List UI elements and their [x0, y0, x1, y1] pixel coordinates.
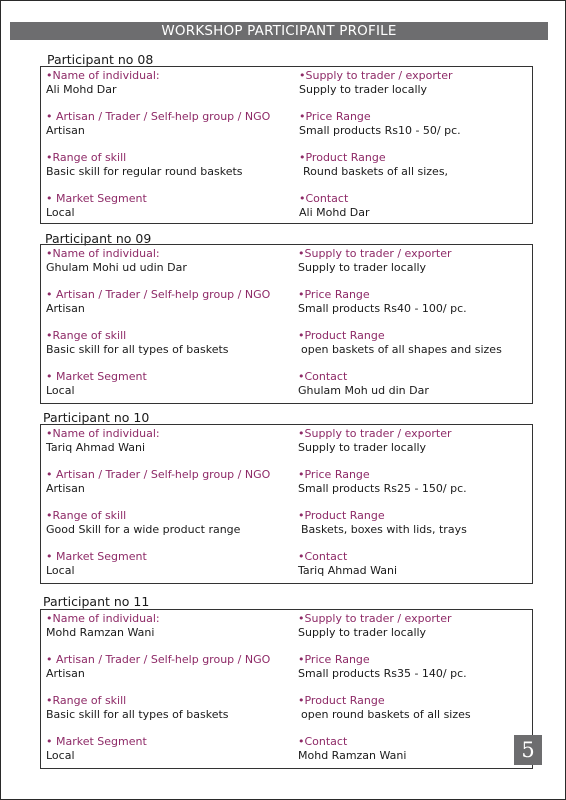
field-label: • Market Segment: [46, 370, 147, 383]
participant-card: [40, 66, 533, 224]
field-label: • Artisan / Trader / Self-help group / NGO: [46, 288, 271, 301]
field-label: •Name of individual:: [46, 69, 160, 82]
field-label: •Contact: [298, 550, 348, 563]
field-value: Ghulam Mohi ud udin Dar: [46, 261, 187, 274]
field-label: •Name of individual:: [46, 612, 160, 625]
field-label: • Artisan / Trader / Self-help group / NGO: [46, 653, 271, 666]
field-value: Supply to trader locally: [299, 83, 428, 96]
field-value: open round baskets of all sizes: [301, 708, 471, 721]
field-label: •Range of skill: [46, 329, 127, 342]
field-value: Mohd Ramzan Wani: [298, 749, 407, 762]
field-value: Good Skill for a wide product range: [46, 523, 241, 536]
field-value: Baskets, boxes with lids, trays: [301, 523, 467, 536]
field-label: •Contact: [298, 370, 348, 383]
field-label: •Name of individual:: [46, 427, 160, 440]
page-header: WORKSHOP PARTICIPANT PROFILE: [10, 22, 548, 40]
field-value: Ghulam Moh ud din Dar: [298, 384, 429, 397]
participant-card: [40, 609, 533, 769]
field-label: •Product Range: [298, 694, 385, 707]
field-value: Ali Mohd Dar: [46, 83, 117, 96]
field-label: • Artisan / Trader / Self-help group / NGO: [46, 468, 271, 481]
field-label: •Price Range: [298, 288, 370, 301]
field-value: Supply to trader locally: [298, 441, 427, 454]
field-label: • Market Segment: [46, 735, 147, 748]
field-label: •Supply to trader / exporter: [298, 427, 452, 440]
field-value: Round baskets of all sizes,: [303, 165, 449, 178]
field-label: •Range of skill: [46, 694, 127, 707]
field-value: Small products Rs40 - 100/ pc.: [298, 302, 467, 315]
participant-title: Participant no 08: [47, 52, 154, 67]
field-value: Artisan: [46, 302, 85, 315]
field-label: •Contact: [299, 192, 349, 205]
field-value: Local: [46, 206, 75, 219]
field-label: •Product Range: [298, 509, 385, 522]
field-label: •Product Range: [299, 151, 386, 164]
field-value: Tariq Ahmad Wani: [46, 441, 146, 454]
field-label: •Name of individual:: [46, 247, 160, 260]
participant-title: Participant no 09: [45, 231, 152, 246]
field-value: Small products Rs35 - 140/ pc.: [298, 667, 467, 680]
field-label: •Supply to trader / exporter: [298, 612, 452, 625]
field-value: Local: [46, 384, 75, 397]
field-value: Ali Mohd Dar: [299, 206, 370, 219]
field-label: •Price Range: [298, 653, 370, 666]
field-value: Mohd Ramzan Wani: [46, 626, 155, 639]
field-value: Artisan: [46, 667, 85, 680]
field-label: • Artisan / Trader / Self-help group / NGO: [46, 110, 271, 123]
page-number: 5: [514, 735, 542, 765]
participant-title: Participant no 10: [43, 410, 150, 425]
field-value: Supply to trader locally: [298, 626, 427, 639]
field-value: Supply to trader locally: [298, 261, 427, 274]
participant-card: [40, 244, 533, 404]
field-value: open baskets of all shapes and sizes: [301, 343, 502, 356]
field-label: •Contact: [298, 735, 348, 748]
participant-card: [40, 424, 533, 584]
field-label: •Supply to trader / exporter: [298, 247, 452, 260]
field-value: Basic skill for regular round baskets: [46, 165, 243, 178]
field-value: Small products Rs10 - 50/ pc.: [299, 124, 461, 137]
field-label: • Market Segment: [46, 192, 147, 205]
field-value: Local: [46, 564, 75, 577]
field-label: •Price Range: [298, 468, 370, 481]
field-value: Local: [46, 749, 75, 762]
field-label: • Market Segment: [46, 550, 147, 563]
field-value: Artisan: [46, 124, 85, 137]
participant-title: Participant no 11: [43, 594, 150, 609]
field-label: •Range of skill: [46, 509, 127, 522]
field-value: Artisan: [46, 482, 85, 495]
field-value: Basic skill for all types of baskets: [46, 343, 229, 356]
field-label: •Product Range: [298, 329, 385, 342]
field-label: •Supply to trader / exporter: [299, 69, 453, 82]
field-value: Basic skill for all types of baskets: [46, 708, 229, 721]
field-value: Small products Rs25 - 150/ pc.: [298, 482, 467, 495]
field-label: •Range of skill: [46, 151, 127, 164]
field-label: •Price Range: [299, 110, 371, 123]
field-value: Tariq Ahmad Wani: [298, 564, 398, 577]
